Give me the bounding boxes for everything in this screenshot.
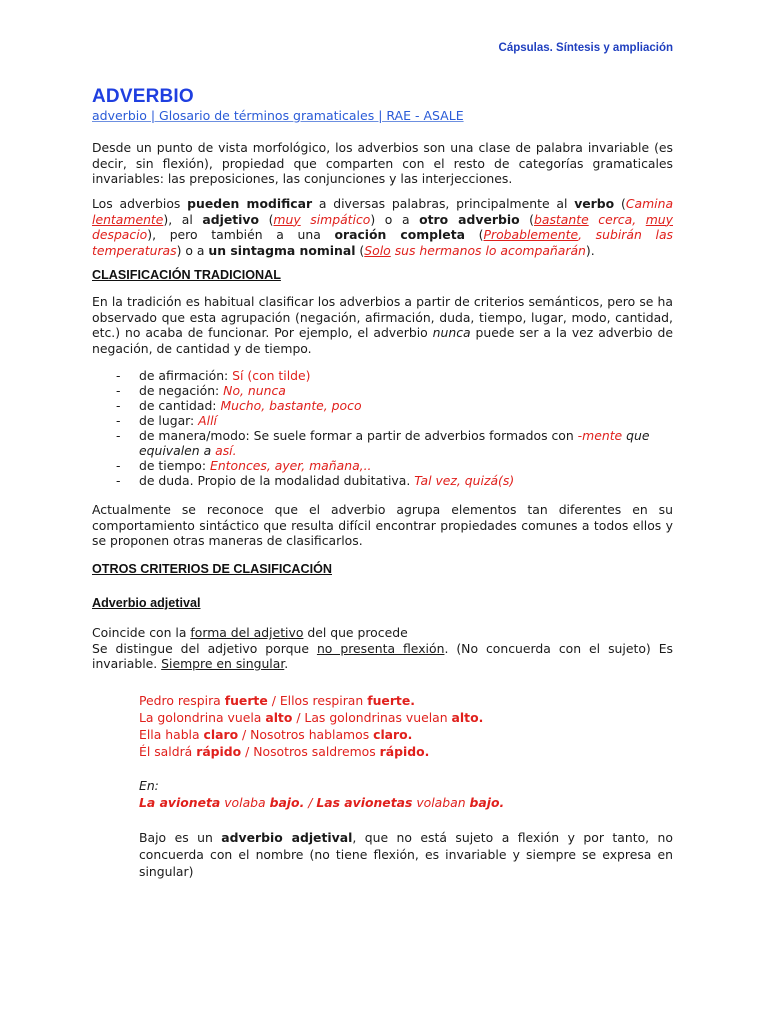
section-heading-traditional: CLASIFICACIÓN TRADICIONAL <box>92 268 281 282</box>
page-title: ADVERBIO <box>92 86 194 107</box>
actualmente-paragraph: Actualmente se reconoce que el adverbio agrupa elementos tan diferentes en su comportamiento sintáctico que resulta difícil encontrar propiedades comunes a todos ellos y se proponen otras maneras de clasificarlos. <box>92 502 673 548</box>
en-example-block <box>139 777 673 811</box>
list-item: - de negación: No, nunca <box>116 383 286 398</box>
example-line: La golondrina vuela alto / Las golondrinas vuelan alto. <box>139 710 484 725</box>
header-note: Cápsulas. Síntesis y ampliación <box>498 42 673 54</box>
list-item: - de tiempo: Entonces, ayer, mañana,.. <box>116 458 372 473</box>
en-example-line: La avioneta volaba bajo. / Las avionetas volaban bajo. <box>139 795 505 810</box>
examples-block <box>139 692 673 760</box>
intro-paragraph: Desde un punto de vista morfológico, los adverbios son una clase de palabra invariable (es decir, sin flexión), propiedad que comparten con el resto de categorías gramaticales invariables: las preposiciones, las conjunciones y las interjecciones. <box>92 140 673 186</box>
example-line: Él saldrá rápido / Nosotros saldremos rápido. <box>139 744 430 759</box>
subheading-adverbio-adjetival: Adverbio adjetival <box>92 596 201 610</box>
closing-paragraph: Bajo es un adverbio adjetival, que no está sujeto a flexión y por tanto, no concuerda con el nombre (no tiene flexión, es invariable y siempre se expresa en singular) <box>139 830 673 879</box>
glossary-link[interactable]: adverbio | Glosario de términos gramaticales | RAE - ASALE <box>92 108 464 123</box>
example-line: Pedro respira fuerte / Ellos respiran fuerte. <box>139 693 415 708</box>
example-line: Ella habla claro / Nosotros hablamos claro. <box>139 727 413 742</box>
en-label: En: <box>139 778 159 793</box>
adjetival-definition: Coincide con la forma del adjetivo del que procede Se distingue del adjetivo porque no presenta flexión. (No concuerda con el sujeto) Es invariable. Siempre en singular. <box>92 625 673 671</box>
list-item: - de duda. Propio de la modalidad dubitativa. Tal vez, quizá(s) <box>116 473 515 488</box>
list-item: - de lugar: Allí <box>116 413 217 428</box>
modifiers-paragraph: Los adverbios pueden modificar a diversas palabras, principalmente al verbo (Camina lentamente), al adjetivo (muy simpático) o a otro adverbio (bastante cerca, muy despacio), pero también a una oración completa (Probablemente, subirán las temperaturas) o a un sintagma nominal (Solo sus hermanos lo acompañarán). <box>92 196 674 258</box>
list-item: - de manera/modo: Se suele formar a partir de adverbios formados con -mente que equivalen a así. <box>116 428 650 458</box>
traditional-paragraph: En la tradición es habitual clasificar los adverbios a partir de criterios semánticos, pero se ha observado que esta agrupación (negación, afirmación, duda, tiempo, lugar, modo, cantidad, etc.) no acaba de funcionar. Por ejemplo, el adverbio nunca puede ser a la vez adverbio de negación, de cantidad y de tiempo. <box>92 294 674 356</box>
list-item: - de afirmación: Sí (con tilde) <box>116 368 311 383</box>
adverb-type-list <box>92 368 673 488</box>
list-item: - de cantidad: Mucho, bastante, poco <box>116 398 362 413</box>
section-heading-other-criteria: OTROS CRITERIOS DE CLASIFICACIÓN <box>92 562 332 576</box>
